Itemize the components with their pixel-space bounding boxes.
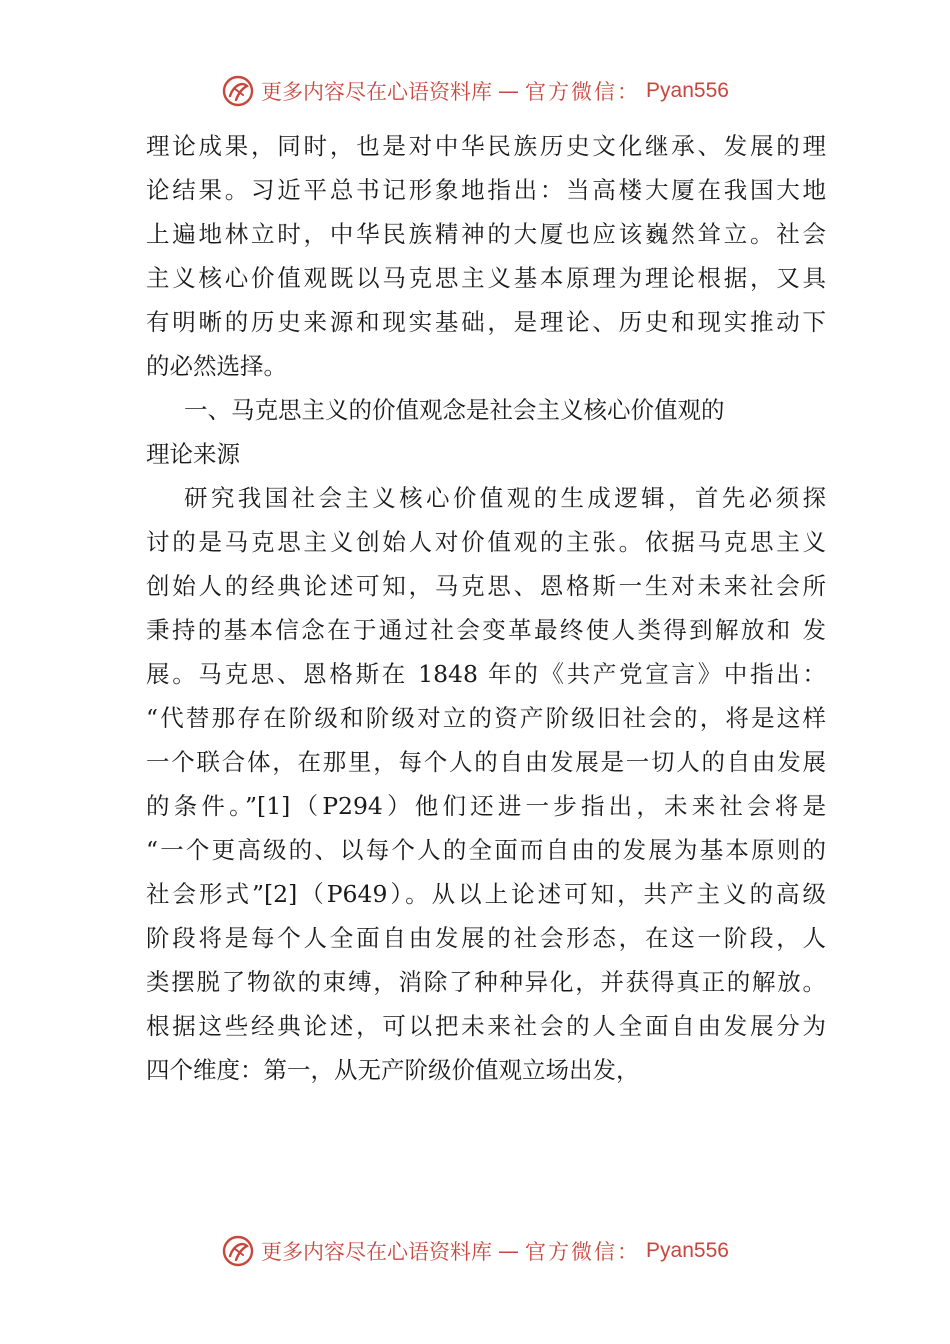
- text-line: 类摆脱了物欲的束缚，消除了种种异化，并获得真正的解放。: [146, 968, 826, 996]
- text-line: 上遍地林立时，中华民族精神的大厦也应该巍然耸立。社会: [146, 220, 826, 248]
- text-line: “一个更高级的、以每个人的全面而自由的发展为基本原则的: [146, 836, 826, 864]
- text-line: 阶段将是每个人全面自由发展的社会形态，在这一阶段，人: [146, 924, 826, 952]
- banner-separator: —: [498, 1239, 520, 1263]
- text-line: 社会形式”[2]（P649）。从以上论述可知，共产主义的高级: [146, 880, 826, 908]
- text-line: 创始人的经典论述可知，马克思、恩格斯一生对未来社会所: [146, 572, 826, 600]
- banner-separator: —: [498, 79, 520, 103]
- text-line: 四个维度：第一，从无产阶级价值观立场出发，: [146, 1056, 640, 1084]
- text-line: 理论成果，同时，也是对中华民族历史文化继承、发展的理: [146, 132, 826, 160]
- text-line: 根据这些经典论述，可以把未来社会的人全面自由发展分为: [146, 1012, 826, 1040]
- section-heading-cont: 理论来源: [146, 440, 240, 468]
- text-line: 研究我国社会主义核心价值观的生成逻辑，首先必须探: [184, 484, 826, 512]
- text-line: 展。马克思、恩格斯在 1848 年的《共产党宣言》中指出：: [146, 660, 826, 688]
- footer-banner: [0, 1234, 950, 1268]
- wechat-id: Pyan556: [646, 1239, 729, 1262]
- wechat-label: 官方微信：: [525, 80, 641, 104]
- text-line: 讨的是马克思主义创始人对价值观的主张。依据马克思主义: [146, 528, 826, 556]
- banner-text: 更多内容尽在心语资料库: [261, 1240, 493, 1264]
- text-line: 主义核心价值观既以马克思主义基本原理为理论根据，又具: [146, 264, 826, 292]
- text-line: 的条件。”[1]（P294）他们还进一步指出，未来社会将是: [146, 792, 826, 820]
- text-line: 一个联合体，在那里，每个人的自由发展是一切人的自由发展: [146, 748, 826, 776]
- text-line: 秉持的基本信念在于通过社会变革最终使人类得到解放和 发: [146, 616, 826, 644]
- text-line: 的必然选择。: [146, 352, 287, 380]
- brand-logo-icon: [221, 1234, 255, 1268]
- header-banner: [0, 74, 950, 108]
- text-line: 有明晰的历史来源和现实基础，是理论、历史和现实推动下: [146, 308, 826, 336]
- section-heading: 一、马克思主义的价值观念是社会主义核心价值观的: [184, 396, 725, 424]
- wechat-label: 官方微信：: [525, 1240, 641, 1264]
- brand-logo-icon: [221, 74, 255, 108]
- wechat-id: Pyan556: [646, 79, 729, 102]
- text-line: 论结果。习近平总书记形象地指出：当高楼大厦在我国大地: [146, 176, 826, 204]
- document-body: [146, 124, 826, 1092]
- text-line: “代替那存在阶级和阶级对立的资产阶级旧社会的，将是这样: [146, 704, 826, 732]
- banner-text: 更多内容尽在心语资料库: [261, 80, 493, 104]
